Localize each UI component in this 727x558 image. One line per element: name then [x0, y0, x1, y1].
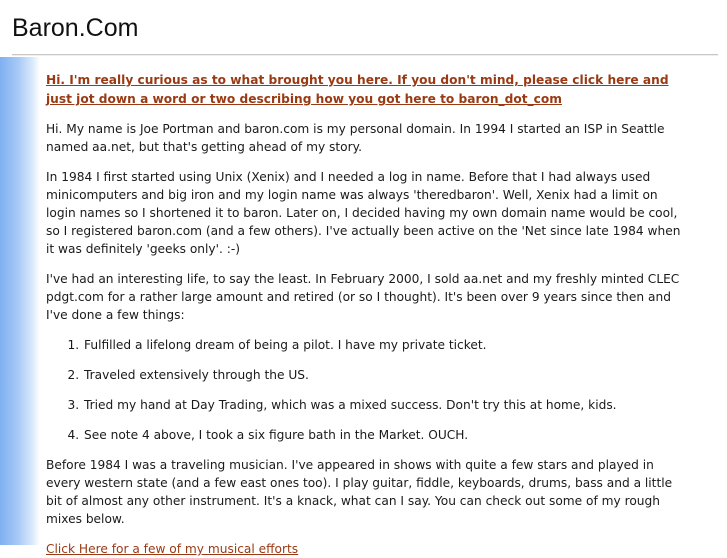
header-divider — [12, 54, 718, 56]
list-item: 3. Tried my hand at Day Trading, which was a mixed success. Don't try this at home, kids. — [83, 396, 686, 414]
history-paragraph: In 1984 I first started using Unix (Xenix) and I needed a log in name. Before that I had always used minicomputers and big iron and my login name was always 'theredbaron'. Well, Xenix had a limit on login names so I shortened it to baron. Later on, I decided having my own domain name would be cool, so I registered baron.com (and a few others). I've actually been active on the 'Net since late 1984 when it was definitely 'geeks only'. :-) — [46, 170, 681, 256]
main-content — [46, 71, 686, 558]
feedback-link[interactable]: Hi. I'm really curious as to what brought you here. If you don't mind, please click here and just jot down a word or two describing how you got here to baron_dot_com — [46, 73, 669, 106]
music-link[interactable]: Click Here for a few of my musical efforts — [46, 542, 299, 556]
retirement-paragraph: I've had an interesting life, to say the least. In February 2000, I sold aa.net and my freshly minted CLEC pdgt.com for a rather large amount and retired (or so I thought). It's been over 9 years since then and I've done a few things: — [46, 272, 680, 322]
intro-paragraph: Hi. My name is Joe Portman and baron.com is my personal domain. In 1994 I started an ISP in Seattle named aa.net, but that's getting ahead of my story. — [46, 122, 665, 154]
site-title: Baron.Com — [12, 14, 139, 42]
list-item: 4. See note 4 above, I took a six figure bath in the Market. OUCH. — [83, 426, 686, 444]
sidebar-gradient — [0, 57, 40, 545]
things-done-list — [46, 336, 686, 444]
list-item: 1. Fulfilled a lifelong dream of being a pilot. I have my private ticket. — [83, 336, 686, 354]
musician-paragraph: Before 1984 I was a traveling musician. I've appeared in shows with quite a few stars and played in every western state (and a few east ones too). I play guitar, fiddle, keyboards, drums, bass and a little bit of almost any other instrument. It's a knack, what can I say. You can check out some of my rough mixes below. — [46, 458, 673, 526]
list-item: 2. Traveled extensively through the US. — [83, 366, 686, 384]
